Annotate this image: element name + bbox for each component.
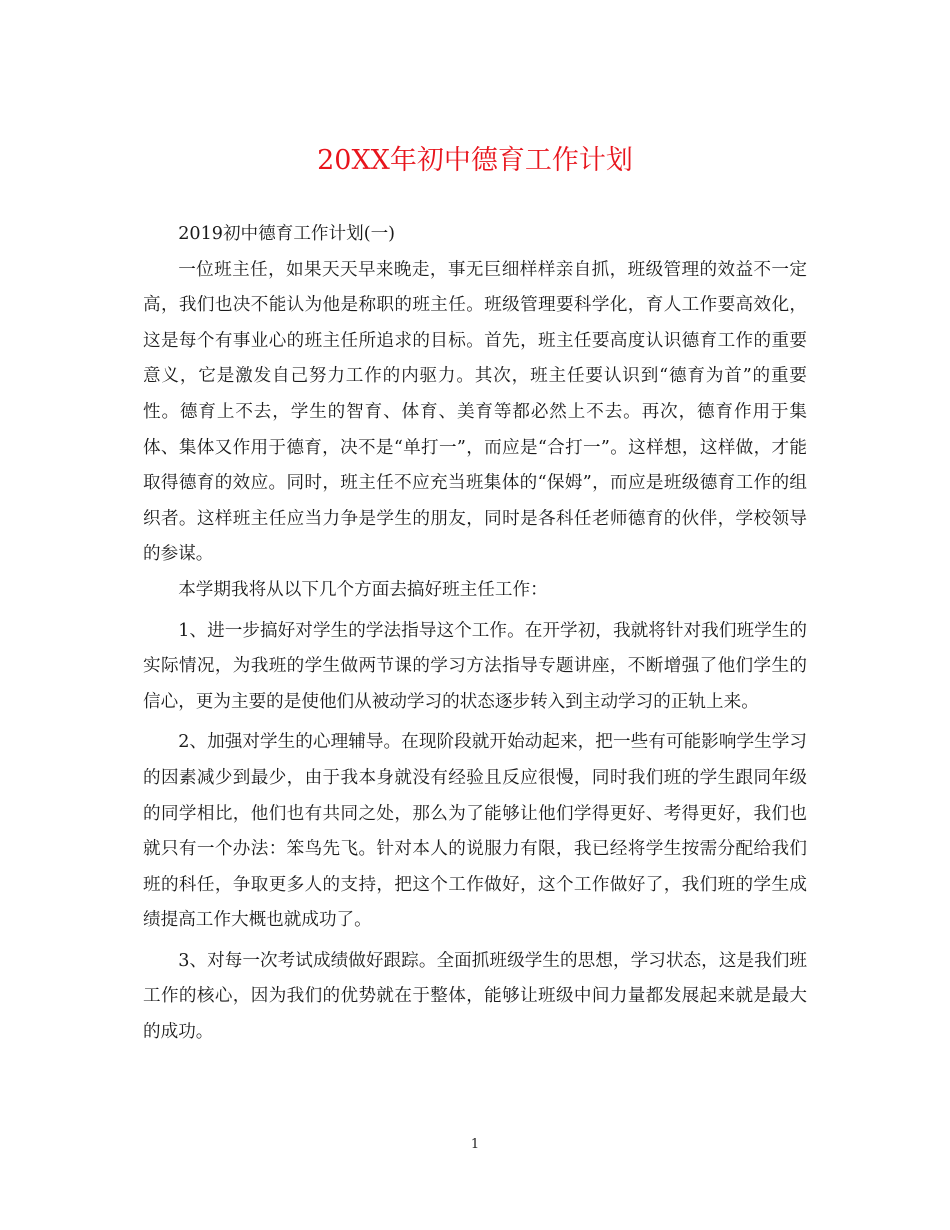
page-number: 1 <box>470 1137 480 1152</box>
plan-item-1-paragraph: 1、进一步搞好对学生的学法指导这个工作。在开学初，我就将针对我们班学生的实际情况，为我班的学生做两节课的学习方法指导专题讲座，不断增强了他们学生的信心，更为主要的是使他们从被动学习的状态逐步转入到主动学习的正轨上来。 <box>143 620 807 712</box>
document-title: 20XX年初中德育工作计划 <box>317 145 633 176</box>
plan-item-2-paragraph: 2、加强对学生的心理辅导。在现阶段就开始动起来，把一些有可能影响学生学习的因素减少到最少，由于我本身就没有经验且反应很慢，同时我们班的学生跟同年级的同学相比，他们也有共同之处，那么为了能够让他们学得更好、考得更好，我们也就只有一个办法：笨鸟先飞。针对本人的说服力有限，我已经将学生按需分配给我们班的科任，争取更多人的支持，把这个工作做好，这个工作做好了，我们班的学生成绩提高工作大概也就成功了。 <box>143 732 807 931</box>
plan-intro-paragraph: 本学期我将从以下几个方面去搞好班主任工作： <box>178 579 548 600</box>
document-body <box>143 217 807 1051</box>
plan-item-3-paragraph: 3、对每一次考试成绩做好跟踪。全面抓班级学生的思想，学习状态，这是我们班工作的核心，因为我们的优势就在于整体，能够让班级中间力量都发展起来就是最大的成功。 <box>143 950 807 1043</box>
section-heading: 2019初中德育工作计划(一) <box>178 224 396 244</box>
intro-paragraph: 一位班主任，如果天天早来晚走，事无巨细样样亲自抓，班级管理的效益不一定高，我们也决不能认为他是称职的班主任。班级管理要科学化，育人工作要高效化，这是每个有事业心的班主任所追求的目标。首先，班主任要高度认识德育工作的重要意义，它是激发自己努力工作的内驱力。其次，班主任要认识到“德育为首”的重要性。德育上不去，学生的智育、体育、美育等都必然上不去。再次，德育作用于集体、集体又作用于德育，决不是“单打一”，而应是“合打一”。这样想，这样做，才能取得德育的效应。同时，班主任不应充当班集体的“保姆”，而应是班级德育工作的组织者。这样班主任应当力争是学生的朋友，同时是各科任老师德育的伙伴，学校领导的参谋。 <box>143 259 807 565</box>
